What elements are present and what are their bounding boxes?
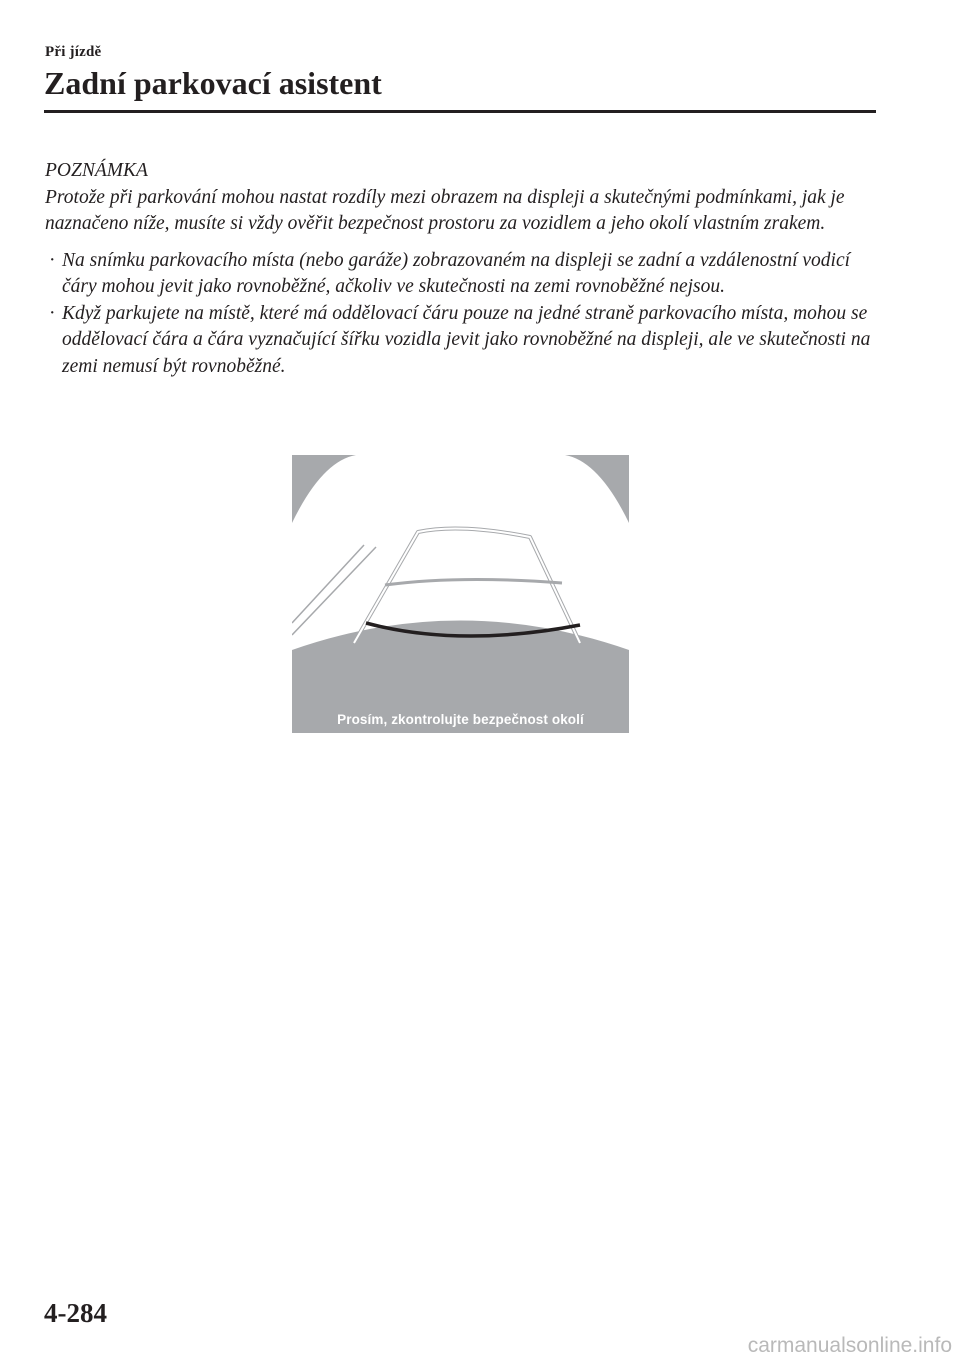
bullet-dot-icon: · [49,302,56,324]
page-number: 4-284 [44,1298,107,1328]
bullet-text: Když parkujete na místě, které má oddělovací čáru pouze na jedné straně parkovacího místa, mohou se oddělovací čára a čára vyznačující šířku vozidla jevit jako rovnoběžné na displeji, ale ve skutečnosti na zemi nemusí být rovnoběžné. [62,302,871,377]
bullet-item [45,301,872,381]
title-rule [44,110,876,113]
bullet-list [45,248,885,381]
note-text: Protože při parkování mohou nastat rozdíly mezi obrazem na displeji a skutečnými podmínkami, jak je naznačeno níže, musíte si vždy ověřit bezpečnost prostoru za vozidlem a jeho okolí vlastním zrakem. [45,186,845,234]
note-heading: POZNÁMKA [45,160,148,181]
screen-caption: Prosím, zkontrolujte bezpečnost okolí [337,712,584,727]
watermark: carmanualsonline.info [747,1334,952,1357]
bullet-dot-icon: · [49,249,56,271]
page-title: Zadní parkovací asistent [44,65,382,101]
bullet-item [45,248,872,301]
bullet-text: Na snímku parkovacího místa (nebo garáže) zobrazovaném na displeji se zadní a vzdálenostní vodicí čáry mohou jevit jako rovnoběžné, ačkoliv ve skutečnosti na zemi rovnoběžné nejsou. [62,249,851,297]
rear-camera-screen-figure [292,455,629,733]
rear-camera-illustration [292,455,629,733]
section-label: Při jízdě [45,44,102,60]
note-block [45,158,885,380]
